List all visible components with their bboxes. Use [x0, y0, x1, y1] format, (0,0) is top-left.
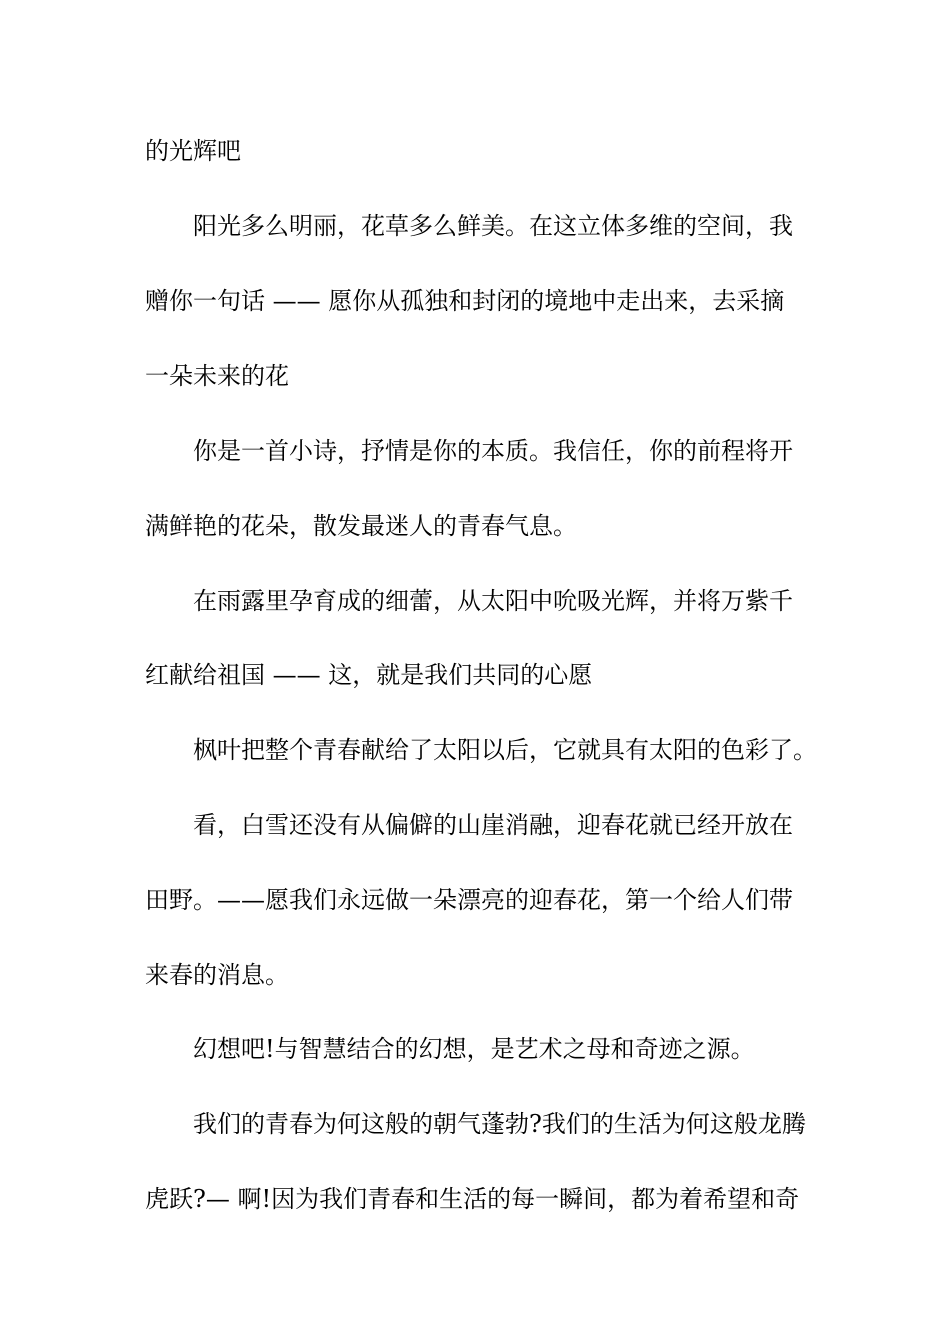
text-line: 来春的消息。: [145, 961, 289, 989]
paragraph-start-line: 阳光多么明丽，花草多么鲜美。在这立体多维的空间，我: [193, 212, 793, 240]
paragraph-start-line: 枫叶把整个青春献给了太阳以后，它就具有太阳的色彩了。: [193, 736, 817, 764]
text-line: 田野。——愿我们永远做一朵漂亮的迎春花，第一个给人们带: [145, 886, 793, 914]
text-line: 满鲜艳的花朵，散发最迷人的青春气息。: [145, 512, 577, 540]
paragraph-start-line: 我们的青春为何这般的朝气蓬勃?我们的生活为何这般龙腾: [193, 1110, 806, 1138]
text-line: 虎跃?— 啊!因为我们青春和生活的每一瞬间，都为着希望和奇: [145, 1185, 800, 1213]
paragraph-start-line: 你是一首小诗，抒情是你的本质。我信任，你的前程将开: [193, 437, 793, 465]
paragraph-start-line: 看，白雪还没有从偏僻的山崖消融，迎春花就已经开放在: [193, 811, 793, 839]
text-line: 一朵未来的花: [145, 362, 289, 390]
paragraph-start-line: 幻想吧!与智慧结合的幻想，是艺术之母和奇迹之源。: [193, 1035, 755, 1063]
text-line: 红献给祖国 —— 这，就是我们共同的心愿: [145, 661, 593, 689]
text-line: 的光辉吧: [145, 137, 241, 165]
text-line: 赠你一句话 —— 愿你从孤独和封闭的境地中走出来，去采摘: [145, 287, 785, 315]
paragraph-start-line: 在雨露里孕育成的细蕾，从太阳中吮吸光辉，并将万紫千: [193, 587, 793, 615]
